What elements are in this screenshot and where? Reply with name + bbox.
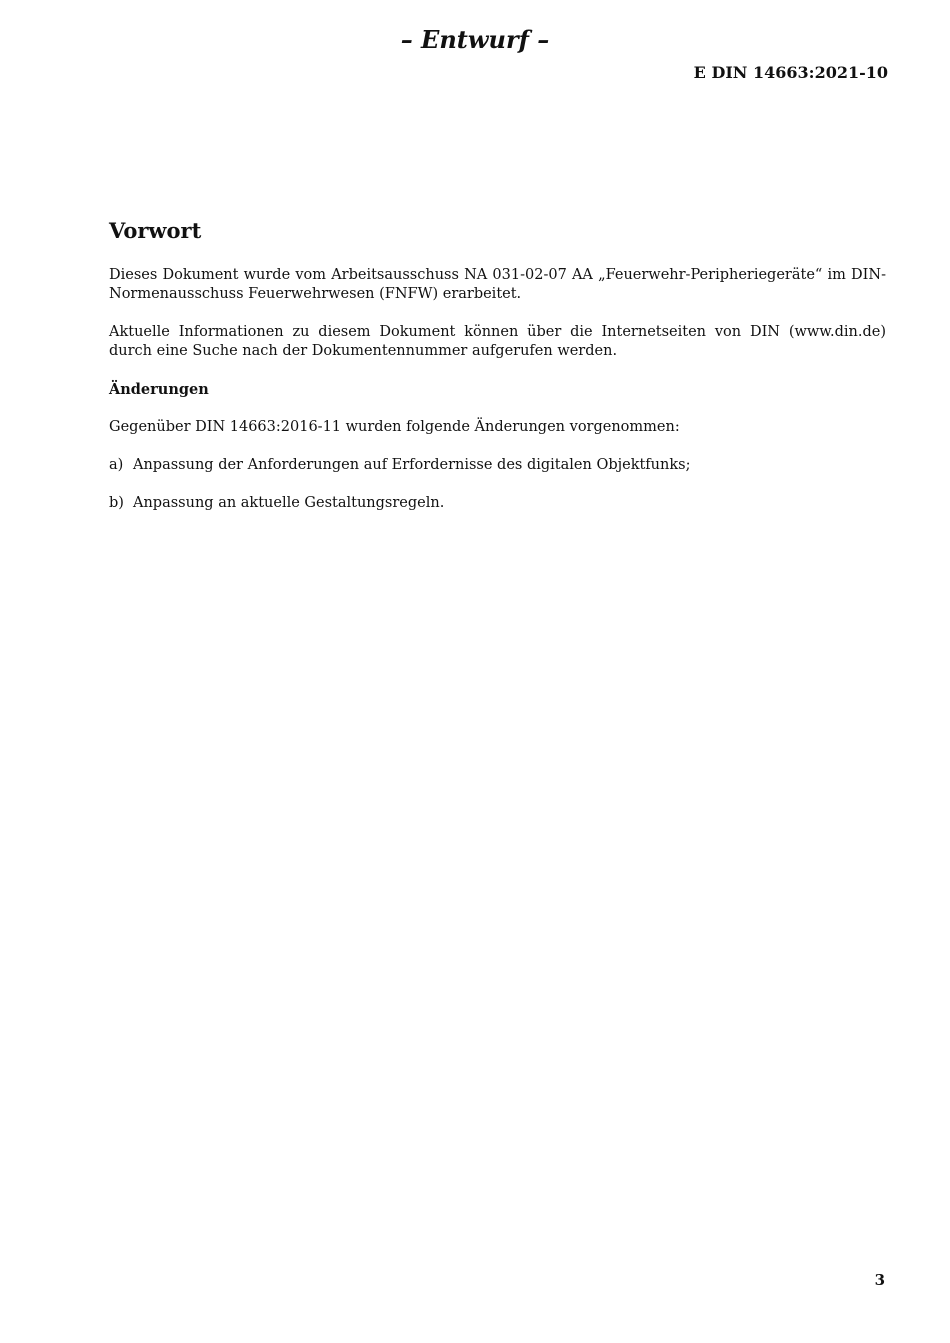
- changes-intro: Gegenüber DIN 14663:2016-11 wurden folgende Änderungen vorgenommen:: [109, 419, 680, 435]
- foreword-section: [109, 216, 886, 532]
- draft-watermark-title: – Entwurf –: [400, 25, 550, 54]
- list-item: [109, 456, 886, 475]
- changes-heading: Änderungen: [109, 381, 209, 398]
- foreword-heading: Vorwort: [109, 218, 202, 243]
- list-marker: b): [109, 495, 124, 511]
- foreword-paragraph-committee: Dieses Dokument wurde vom Arbeitsausschuss NA 031-02-07 AA „Feuerwehr-Peripheriegeräte“ im DIN-Normenausschuss Feuerwehrwesen (FNFW) erarbeitet.: [109, 267, 886, 302]
- list-item-text: Anpassung an aktuelle Gestaltungsregeln.: [133, 495, 445, 511]
- document-id: E DIN 14663:2021-10: [693, 63, 888, 82]
- list-item-text: Anpassung der Anforderungen auf Erfordernisse des digitalen Objektfunks;: [133, 457, 691, 473]
- foreword-paragraph-info: Aktuelle Informationen zu diesem Dokument können über die Internetseiten von DIN (www.din.de) durch eine Suche nach der Dokumentennummer aufgerufen werden.: [109, 324, 886, 359]
- list-item: [109, 494, 886, 513]
- page-number: 3: [874, 1271, 885, 1289]
- list-marker: a): [109, 457, 124, 473]
